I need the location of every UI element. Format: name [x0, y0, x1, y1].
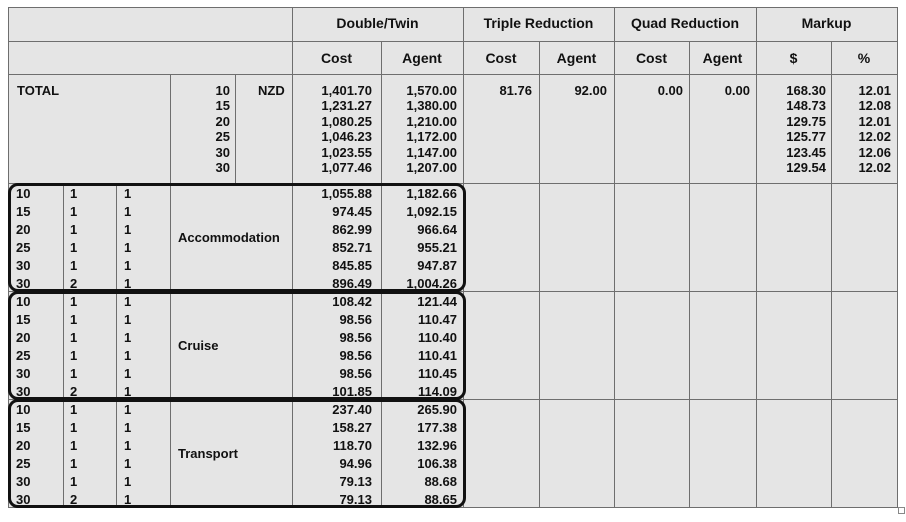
row-col-b: 1	[124, 222, 132, 237]
row-pax: 20	[16, 222, 31, 237]
row-col-a: 1	[70, 258, 78, 273]
row-agent: 110.41	[417, 348, 457, 363]
total-pax: 20	[215, 113, 230, 129]
row-col-a: 1	[70, 204, 78, 219]
row-pax: 10	[16, 186, 31, 201]
row-agent: 110.47	[417, 312, 457, 327]
row-col-b: 1	[124, 204, 132, 219]
total-cost: 1,401.70	[321, 83, 372, 98]
row-agent: 88.68	[424, 474, 457, 489]
row-col-a: 2	[70, 384, 78, 399]
total-markup-dollar: 148.73	[786, 98, 826, 114]
row-pax: 30	[16, 258, 31, 273]
total-triple-agent: 92.00	[574, 83, 607, 98]
row-col-a: 1	[70, 186, 78, 201]
row-col-b: 1	[124, 312, 132, 327]
row-col-a: 1	[70, 330, 78, 345]
total-pax-list	[190, 83, 230, 175]
row-cost: 98.56	[339, 330, 372, 345]
row-pax: 30	[16, 384, 31, 399]
row-agent: 106.38	[417, 456, 457, 471]
total-agent: 1,210.00	[406, 113, 457, 129]
total-markup-percent: 12.06	[858, 144, 891, 160]
header-quad-reduction: Quad Reduction	[630, 15, 740, 31]
row-agent: 966.64	[417, 222, 457, 237]
row-cost: 237.40	[332, 402, 372, 417]
total-cost: 1,046.23	[321, 129, 372, 145]
header-qr-cost: Cost	[635, 50, 668, 66]
row-cost: 118.70	[332, 438, 372, 453]
row-agent: 955.21	[417, 240, 457, 255]
row-agent: 265.90	[417, 402, 457, 417]
total-markup-percent: 12.02	[858, 160, 891, 176]
row-agent: 110.40	[417, 330, 457, 345]
total-agent: 1,147.00	[406, 144, 457, 160]
header-dt-agent: Agent	[402, 50, 442, 66]
total-markup-percent-list	[836, 83, 891, 175]
row-col-a: 1	[70, 366, 78, 381]
row-col-b: 1	[124, 474, 132, 489]
row-cost: 845.85	[332, 258, 372, 273]
row-col-b: 1	[124, 294, 132, 309]
total-triple-cost: 81.76	[499, 83, 532, 98]
total-markup-dollar-list	[760, 83, 826, 175]
section-label: Cruise	[178, 338, 219, 353]
total-agent-list	[385, 83, 457, 175]
row-cost: 94.96	[339, 456, 372, 471]
row-pax: 30	[16, 366, 31, 381]
row-col-b: 1	[124, 492, 132, 507]
row-pax: 15	[16, 420, 31, 435]
row-pax: 30	[16, 276, 31, 291]
row-pax: 10	[16, 294, 31, 309]
row-pax: 30	[16, 474, 31, 489]
row-agent: 1,004.26	[406, 276, 457, 291]
header-markup-percent: %	[857, 50, 871, 66]
total-pax: 30	[215, 160, 230, 176]
row-col-a: 1	[70, 240, 78, 255]
row-pax: 25	[16, 348, 31, 363]
row-cost: 158.27	[332, 420, 372, 435]
total-agent: 1,380.00	[406, 98, 457, 114]
section-label: Accommodation	[178, 230, 280, 245]
row-col-a: 1	[70, 456, 78, 471]
row-pax: 25	[16, 240, 31, 255]
row-agent: 1,182.66	[406, 186, 457, 201]
row-cost: 1,055.88	[321, 186, 372, 201]
row-col-b: 1	[124, 420, 132, 435]
total-pax: 10	[215, 83, 230, 98]
total-pax: 15	[215, 98, 230, 114]
total-label: TOTAL	[17, 83, 60, 98]
total-agent: 1,172.00	[406, 129, 457, 145]
total-cost: 1,023.55	[321, 144, 372, 160]
row-pax: 15	[16, 204, 31, 219]
row-cost: 98.56	[339, 366, 372, 381]
row-agent: 132.96	[417, 438, 457, 453]
total-pax: 30	[215, 144, 230, 160]
row-col-a: 1	[70, 222, 78, 237]
row-agent: 121.44	[417, 294, 457, 309]
row-pax: 20	[16, 330, 31, 345]
total-quad-cost: 0.00	[657, 83, 683, 98]
row-col-a: 2	[70, 276, 78, 291]
header-markup: Markup	[801, 15, 852, 31]
total-markup-percent: 12.01	[858, 83, 891, 98]
row-agent: 1,092.15	[406, 204, 457, 219]
total-agent: 1,570.00	[406, 83, 457, 98]
row-agent: 177.38	[417, 420, 457, 435]
row-col-b: 1	[124, 402, 132, 417]
row-col-a: 1	[70, 438, 78, 453]
section-label: Transport	[178, 446, 238, 461]
total-agent: 1,207.00	[406, 160, 457, 176]
total-cost-list	[300, 83, 372, 175]
total-markup-percent: 12.08	[858, 98, 891, 114]
row-col-b: 1	[124, 438, 132, 453]
total-markup-dollar: 129.54	[786, 160, 826, 176]
row-col-a: 1	[70, 474, 78, 489]
row-pax: 15	[16, 312, 31, 327]
row-cost: 101.85	[332, 384, 372, 399]
row-col-b: 1	[124, 186, 132, 201]
row-pax: 20	[16, 438, 31, 453]
header-tr-cost: Cost	[485, 50, 517, 66]
row-agent: 947.87	[417, 258, 457, 273]
total-markup-dollar: 168.30	[786, 83, 826, 98]
row-cost: 79.13	[339, 474, 372, 489]
header-dt-cost: Cost	[320, 50, 353, 66]
total-markup-dollar: 123.45	[786, 144, 826, 160]
row-pax: 25	[16, 456, 31, 471]
total-markup-dollar: 125.77	[786, 129, 826, 145]
total-markup-dollar: 129.75	[786, 113, 826, 129]
total-cost: 1,077.46	[321, 160, 372, 176]
row-col-a: 1	[70, 294, 78, 309]
row-pax: 10	[16, 402, 31, 417]
total-quad-agent: 0.00	[724, 83, 750, 98]
row-col-a: 1	[70, 402, 78, 417]
row-cost: 98.56	[339, 312, 372, 327]
row-col-b: 1	[124, 258, 132, 273]
row-pax: 30	[16, 492, 31, 507]
total-pax: 25	[215, 129, 230, 145]
row-col-b: 1	[124, 240, 132, 255]
row-col-b: 1	[124, 348, 132, 363]
row-col-b: 1	[124, 330, 132, 345]
row-cost: 896.49	[332, 276, 372, 291]
total-cost: 1,080.25	[321, 113, 372, 129]
header-qr-agent: Agent	[702, 50, 743, 66]
total-cost: 1,231.27	[321, 98, 372, 114]
row-col-a: 1	[70, 348, 78, 363]
header-markup-dollar: $	[789, 50, 798, 66]
row-cost: 108.42	[332, 294, 372, 309]
row-agent: 114.09	[417, 384, 457, 399]
row-col-b: 1	[124, 384, 132, 399]
row-cost: 974.45	[332, 204, 372, 219]
row-agent: 88.65	[424, 492, 457, 507]
row-col-b: 1	[124, 276, 132, 291]
row-col-a: 1	[70, 420, 78, 435]
row-col-a: 2	[70, 492, 78, 507]
row-cost: 852.71	[332, 240, 372, 255]
row-cost: 862.99	[332, 222, 372, 237]
row-cost: 98.56	[339, 348, 372, 363]
total-markup-percent: 12.01	[858, 113, 891, 129]
row-col-b: 1	[124, 456, 132, 471]
header-triple-reduction: Triple Reduction	[483, 15, 594, 31]
row-col-a: 1	[70, 312, 78, 327]
row-cost: 79.13	[339, 492, 372, 507]
row-agent: 110.45	[417, 366, 457, 381]
resize-handle[interactable]	[898, 507, 905, 514]
row-col-b: 1	[124, 366, 132, 381]
total-currency: NZD	[258, 83, 285, 98]
header-tr-agent: Agent	[556, 50, 597, 66]
total-markup-percent: 12.02	[858, 129, 891, 145]
header-double-twin: Double/Twin	[336, 15, 419, 31]
